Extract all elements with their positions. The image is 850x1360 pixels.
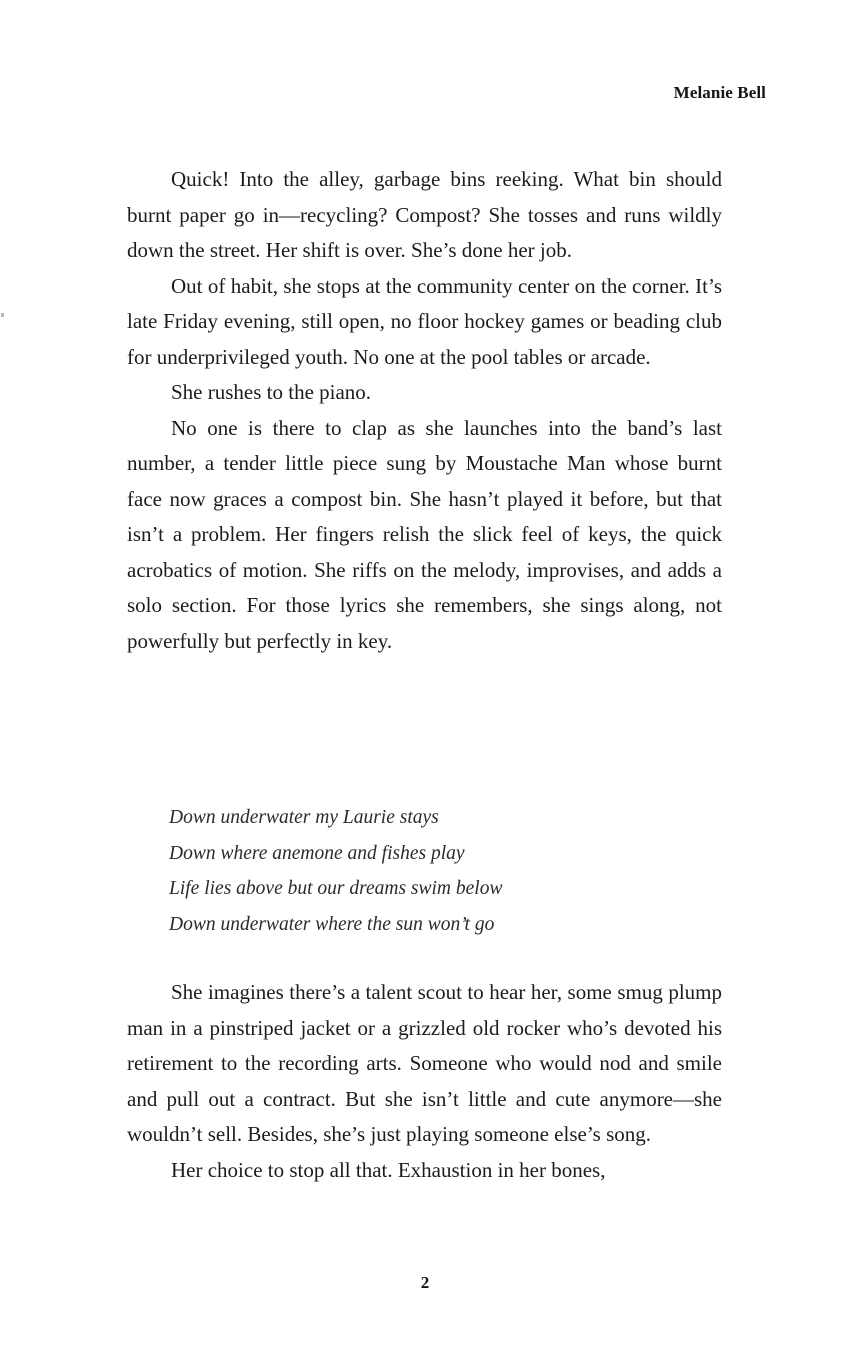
body-text-after-lyrics [127, 975, 722, 1188]
lyric-line: Down underwater my Laurie stays [169, 807, 439, 828]
song-lyrics [169, 800, 502, 942]
paragraph: Out of habit, she stops at the community center on the corner. It’s late Friday evening, still open, no floor hockey games or beading club for underprivileged youth. No one at the pool tables or arcade. [127, 273, 722, 369]
lyric-line: Life lies above but our dreams swim below [169, 878, 503, 899]
paragraph: Her choice to stop all that. Exhaustion in her bones, [171, 1157, 606, 1182]
paragraph: She imagines there’s a talent scout to hear her, some smug plump man in a pinstriped jacket or a grizzled old rocker who’s devoted his retirement to the recording arts. Someone who would nod and smile and pull out a contract. But she isn’t little and cute anymore—she wouldn’t sell. Besides, she’s just playing someone else’s song. [127, 980, 722, 1146]
paragraph: Quick! Into the alley, garbage bins reeking. What bin should burnt paper go in—recycling? Compost? She tosses and runs wildly down the street. Her shift is over. She’s done her job. [127, 167, 722, 262]
running-head-author: Melanie Bell [673, 83, 766, 102]
lyric-line: Down where anemone and fishes play [169, 842, 465, 864]
paragraph: No one is there to clap as she launches into the band’s last number, a tender little piece sung by Moustache Man whose burnt face now graces a compost bin. She hasn’t played it before, but that isn’t a problem. Her fingers relish the slick feel of keys, the quick acrobatics of motion. She riffs on the melody, improvises, and adds a solo section. For those lyrics she remembers, she sings along, not powerfully but perfectly in key. [127, 415, 722, 653]
body-text-before-lyrics [127, 162, 722, 659]
lyric-line: Down underwater where the sun won’t go [169, 913, 495, 935]
margin-mark [1, 313, 4, 317]
paragraph: She rushes to the piano. [171, 380, 372, 404]
page-number: 2 [420, 1273, 430, 1292]
